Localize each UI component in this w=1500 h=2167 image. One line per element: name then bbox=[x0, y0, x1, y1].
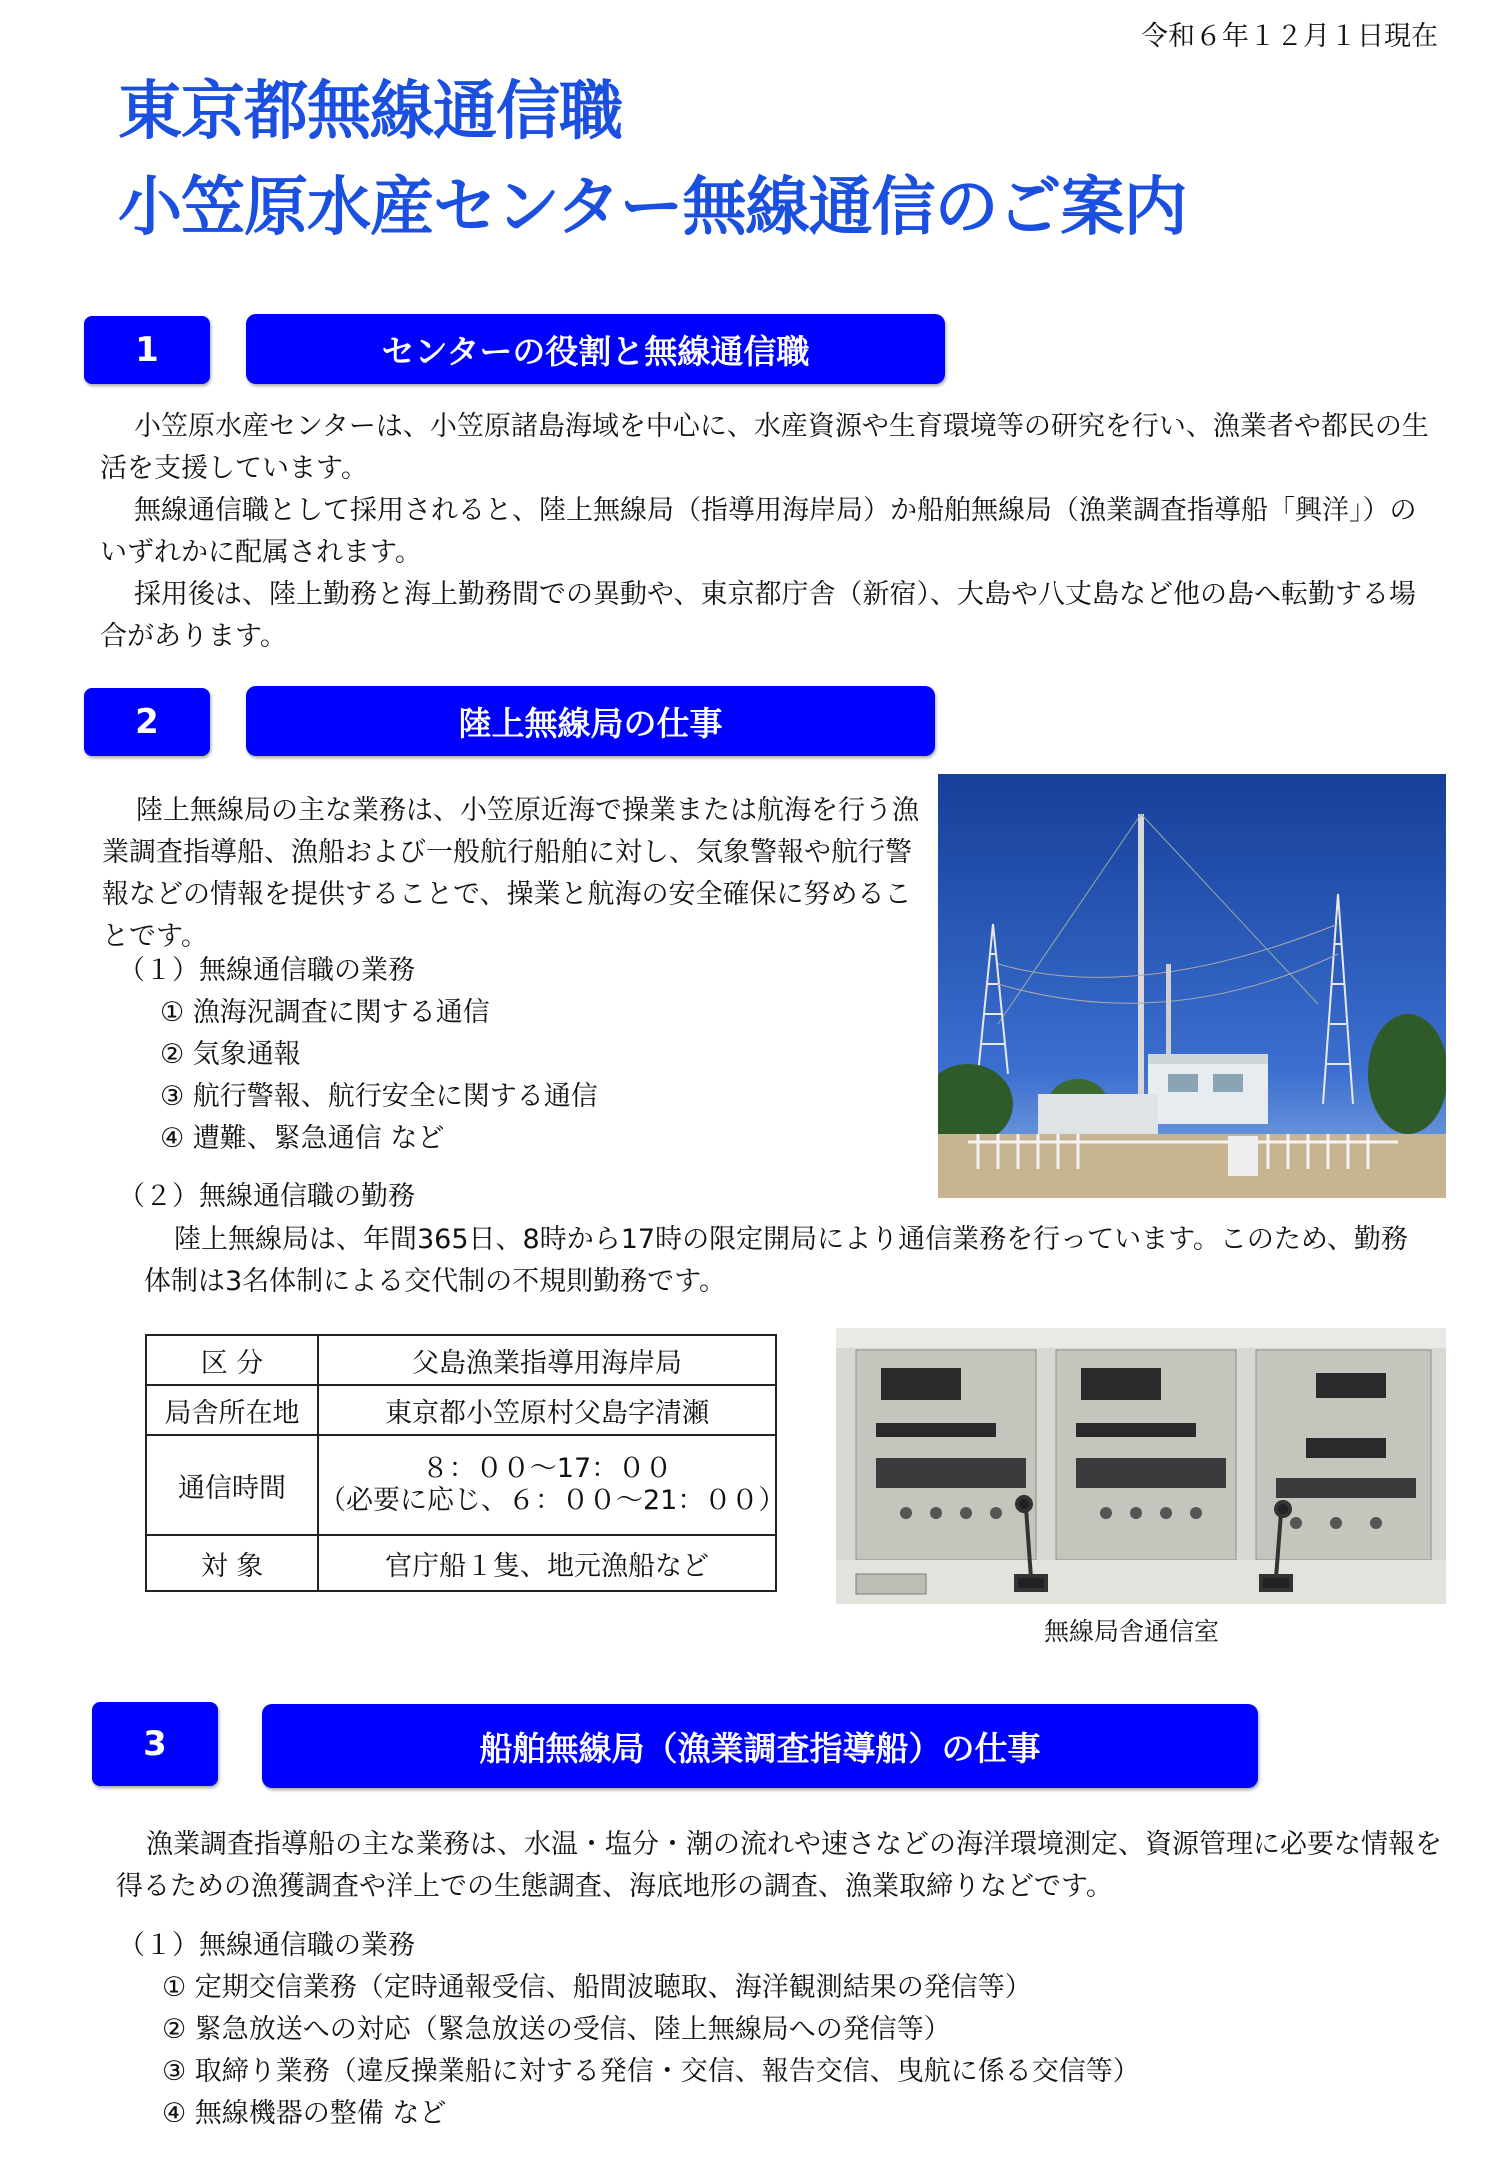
section1-paragraph: 小笠原水産センターは、小笠原諸島海域を中心に、水産資源や生育環境等の研究を行い、漁業者や都民の生活を支援しています。 bbox=[100, 411, 1429, 484]
section2-duty-item: ① 漁海況調査に関する通信 bbox=[160, 997, 490, 1028]
radio-room-caption: 無線局舎通信室 bbox=[1044, 1617, 1220, 1646]
section1-paragraph: 採用後は、陸上勤務と海上勤務間での異動や、東京都庁舎（新宿）、大島や八丈島など他の島へ転勤する場合があります。 bbox=[100, 579, 1416, 652]
section3-intro-block bbox=[116, 1824, 1456, 1908]
section2-intro: 陸上無線局の主な業務は、小笠原近海で操業または航海を行う漁業調査指導船、漁船および一般航行船舶に対し、気象警報や航行警報などの情報を提供することで、操業と航海の安全確保に努めることです。 bbox=[102, 795, 919, 952]
table-label-cell: 区 分 bbox=[146, 1335, 318, 1385]
section3-duty-item: ② 緊急放送への対応（緊急放送の受信、陸上無線局への発信等） bbox=[162, 2014, 951, 2045]
table-label-cell: 通信時間 bbox=[146, 1435, 318, 1535]
table-row bbox=[146, 1335, 776, 1385]
section2-heading: 陸上無線局の仕事 bbox=[246, 686, 935, 756]
radio-room-photo bbox=[836, 1328, 1446, 1604]
section3-duty-item: ① 定期交信業務（定時通報受信、船間波聴取、海洋観測結果の発信等） bbox=[162, 1972, 1032, 2003]
section2-duty-item: ② 気象通報 bbox=[160, 1039, 301, 1070]
table-value-cell: 父島漁業指導用海岸局 bbox=[318, 1335, 776, 1385]
radio-room-image bbox=[836, 1328, 1446, 1604]
section3-duty-item: ④ 無線機器の整備 など bbox=[162, 2098, 447, 2129]
table-row bbox=[146, 1435, 776, 1535]
section2-work-text: 陸上無線局は、年間365日、8時から17時の限定開局により通信業務を行っています。このため、勤務体制は3名体制による交代制の不規則勤務です。 bbox=[144, 1224, 1408, 1297]
section2-work-block bbox=[144, 1219, 1434, 1303]
section3-heading: 船舶無線局（漁業調査指導船）の仕事 bbox=[262, 1704, 1258, 1788]
table-label-cell: 対 象 bbox=[146, 1535, 318, 1591]
table-label-cell: 局舎所在地 bbox=[146, 1385, 318, 1435]
comm-hours-extended: （必要に応じ、６：００～21：００） bbox=[319, 1485, 786, 1516]
station-info-table bbox=[145, 1334, 786, 1592]
section3-duties bbox=[118, 1925, 1140, 2135]
as-of-date: 令和６年１２月１日現在 bbox=[1141, 21, 1438, 52]
section1-paragraph: 無線通信職として採用されると、陸上無線局（指導用海岸局）か船舶無線局（漁業調査指導船「興洋」）のいずれかに配属されます。 bbox=[100, 495, 1417, 568]
section2-number: 2 bbox=[84, 688, 210, 756]
section1-body bbox=[100, 406, 1430, 658]
section2-intro-block bbox=[102, 790, 922, 958]
section3-duty-item: ③ 取締り業務（違反操業船に対する発信・交信、報告交信、曳航に係る交信等） bbox=[162, 2056, 1140, 2087]
section2-duty-item: ③ 航行警報、航行安全に関する通信 bbox=[160, 1081, 598, 1112]
table-value-cell: 東京都小笠原村父島字清瀬 bbox=[318, 1385, 776, 1435]
section3-duties-title: （１）無線通信職の業務 bbox=[118, 1930, 415, 1961]
section2-work-title: （２）無線通信職の勤務 bbox=[118, 1181, 415, 1212]
section3-number: 3 bbox=[92, 1702, 218, 1786]
section1-heading: センターの役割と無線通信職 bbox=[246, 314, 945, 384]
comm-hours-main: ８：００～17：００ bbox=[421, 1453, 673, 1484]
section2-duties-title: （１）無線通信職の業務 bbox=[118, 955, 415, 986]
page-title-line1: 東京都無線通信職 bbox=[118, 75, 622, 149]
section3-intro: 漁業調査指導船の主な業務は、水温・塩分・潮の流れや速さなどの海洋環境測定、資源管理に必要な情報を得るための漁獲調査や洋上での生態調査、海底地形の調査、漁業取締りなどです。 bbox=[116, 1829, 1442, 1902]
page-title-line2: 小笠原水産センター無線通信のご案内 bbox=[118, 171, 1187, 245]
table-row bbox=[146, 1385, 776, 1435]
section2-duty-item: ④ 遭難、緊急通信 など bbox=[160, 1123, 445, 1154]
antenna-station-image bbox=[938, 774, 1446, 1198]
section1-number: 1 bbox=[84, 316, 210, 384]
table-value-cell: 官庁船１隻、地元漁船など bbox=[318, 1535, 776, 1591]
antenna-station-photo bbox=[938, 774, 1446, 1198]
section2-duties bbox=[118, 950, 598, 1160]
table-row bbox=[146, 1535, 776, 1591]
table-value-cell bbox=[318, 1435, 786, 1535]
